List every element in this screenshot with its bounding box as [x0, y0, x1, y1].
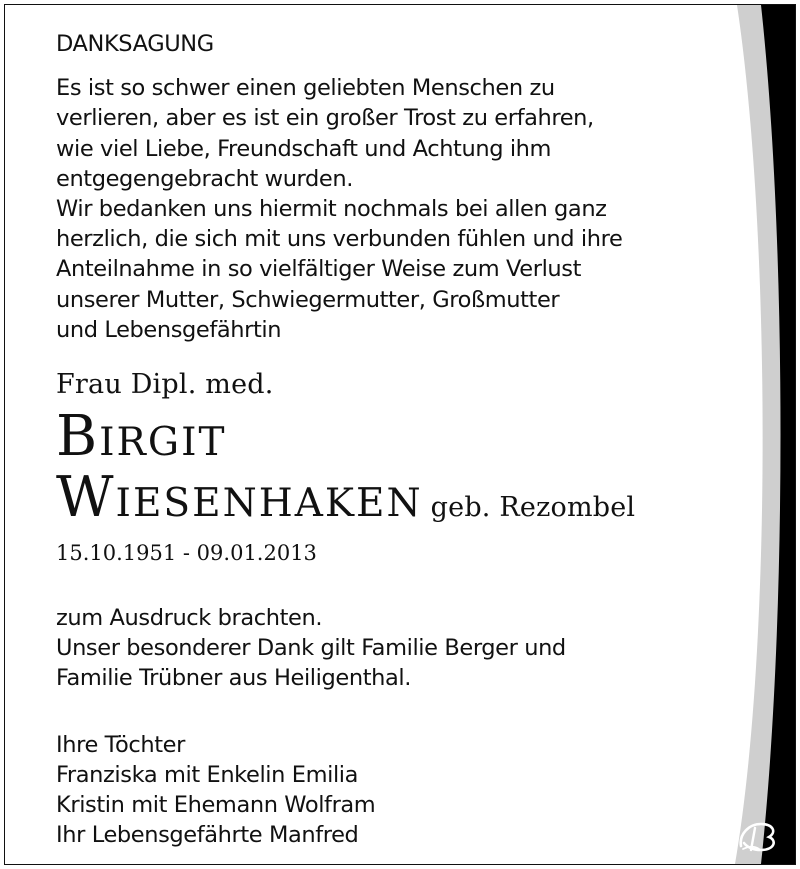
intro-line: wie viel Liebe, Freundschaft und Achtung ihm: [56, 135, 552, 162]
intro-line: Wir bedanken uns hiermit nochmals bei allen ganz: [56, 196, 607, 223]
intro-line: Es ist so schwer einen geliebten Menschen zu: [56, 75, 555, 102]
deceased-dates: 15.10.1951 - 09.01.2013: [56, 541, 317, 566]
closing-line: Familie Trübner aus Heiligenthal.: [56, 665, 411, 692]
closing-line: zum Ausdruck brachten.: [56, 605, 323, 632]
signature-line: Ihre Töchter: [56, 731, 185, 758]
notice-content: [56, 29, 696, 850]
signature-line: Kristin mit Ehemann Wolfram: [56, 792, 376, 819]
signature-line: Ihr Lebensgefährte Manfred: [56, 822, 359, 849]
closing-line: Unser besonderer Dank gilt Familie Berger und: [56, 635, 566, 662]
intro-line: Anteilnahme in so vielfältiger Weise zum Verlust: [56, 256, 582, 283]
deceased-last-name: Wiesenhaken: [56, 465, 423, 531]
intro-line: herzlich, die sich mit uns verbunden fühlen und ihre: [56, 226, 623, 253]
deceased-birth-name: geb. Rezombel: [430, 492, 636, 524]
intro-line: unserer Mutter, Schwiegermutter, Großmutter: [56, 286, 560, 313]
publisher-monogram-icon: [735, 816, 781, 856]
deceased-first-name: Birgit: [56, 404, 227, 470]
obituary-notice: [4, 4, 796, 865]
deceased-salutation: Frau Dipl. med.: [56, 369, 274, 401]
intro-paragraph: [56, 73, 696, 345]
intro-line: entgegengebracht wurden.: [56, 165, 353, 192]
closing-paragraph: [56, 603, 696, 694]
signature-line: Franziska mit Enkelin Emilia: [56, 761, 359, 788]
signature-block: [56, 730, 696, 851]
intro-line: verlieren, aber es ist ein großer Trost zu erfahren,: [56, 105, 594, 132]
notice-heading: DANKSAGUNG: [56, 31, 214, 57]
deceased-name-line: [56, 467, 696, 539]
intro-line: und Lebensgefährtin: [56, 316, 282, 343]
